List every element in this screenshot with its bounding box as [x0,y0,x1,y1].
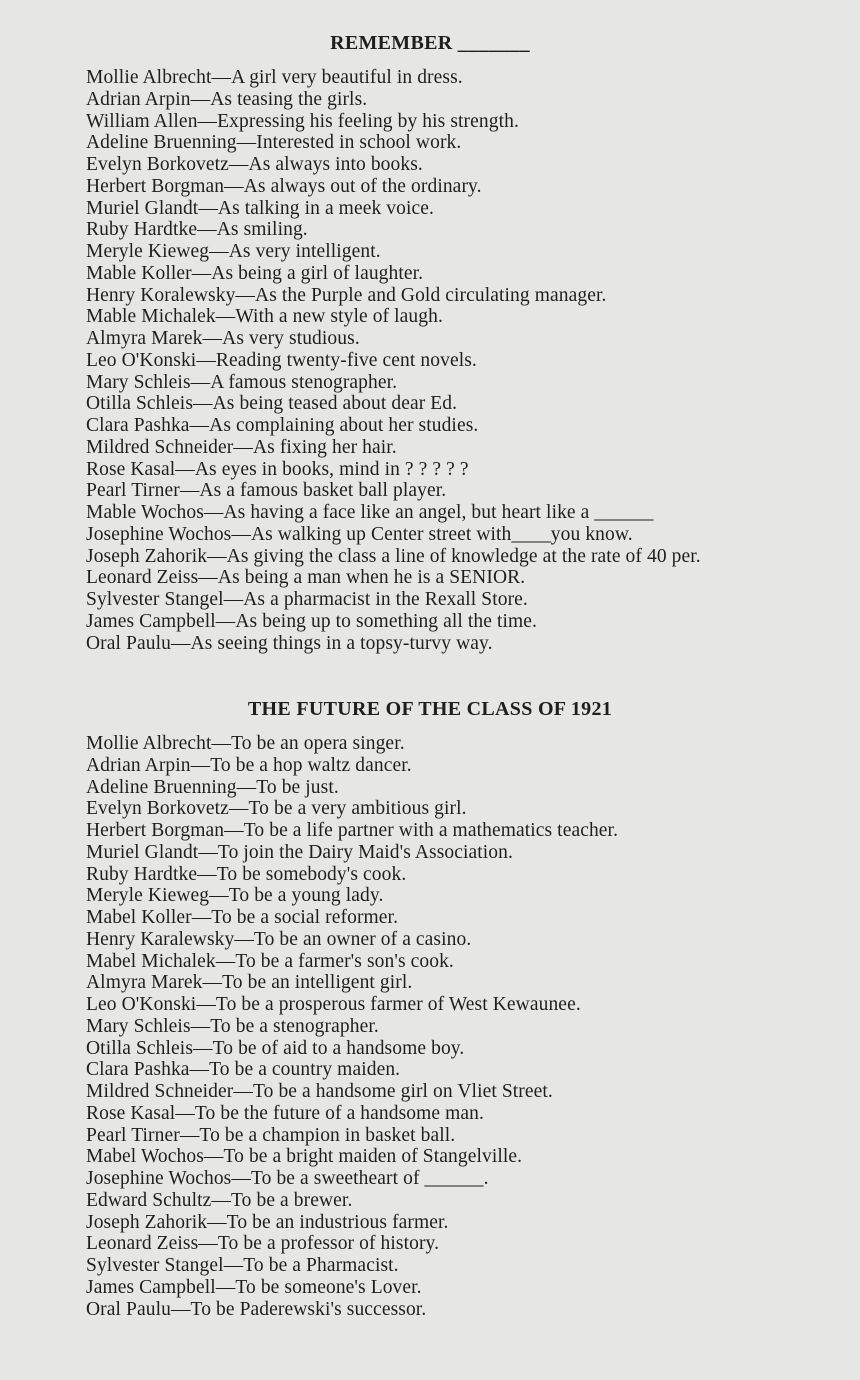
remember-line: Almyra Marek—As very studious. [86,328,360,349]
future-line: Mabel Michalek—To be a farmer's son's cook. [86,950,454,972]
remember-line: Henry Koralewsky—As the Purple and Gold circulating manager. [86,284,607,306]
future-heading: THE FUTURE OF THE CLASS OF 1921 [247,698,613,720]
remember-line: Leo O'Konski—Reading twenty-five cent novels. [86,349,477,371]
remember-line: Adeline Bruenning—Interested in school work. [86,132,462,154]
future-line: Adeline Bruenning—To be just. [86,776,339,798]
future-line: Josephine Wochos—To be a sweetheart of ______. [86,1168,489,1189]
remember-line: Mable Wochos—As having a face like an angel, but heart like a ______ [86,502,654,523]
remember-line: Meryle Kieweg—As very intelligent. [86,241,381,262]
future-line: Pearl Tirner—To be a champion in basket ball. [86,1124,456,1146]
future-line: Clara Pashka—To be a country maiden. [86,1059,401,1081]
remember-line: James Campbell—As being up to something all the time. [86,610,538,632]
future-line: Ruby Hardtke—To be somebody's cook. [86,863,407,885]
future-line: Mabel Wochos—To be a bright maiden of Stangelville. [86,1146,523,1168]
future-line: Mabel Koller—To be a social reformer. [86,907,399,928]
remember-line: Mary Schleis—A famous stenographer. [86,371,398,393]
future-line: Leonard Zeiss—To be a professor of history. [86,1233,440,1255]
remember-line: Joseph Zahorik—As giving the class a line of knowledge at the rate of 40 per. [86,545,701,567]
remember-line: Mable Koller—As being a girl of laughter. [86,262,424,284]
remember-line: William Allen—Expressing his feeling by his strength. [86,110,519,132]
future-line: Herbert Borgman—To be a life partner with a mathematics teacher. [86,820,619,841]
future-line: Mary Schleis—To be a stenographer. [86,1015,379,1037]
remember-line: Muriel Glandt—As talking in a meek voice. [86,197,434,219]
remember-heading: REMEMBER _______ [330,32,530,54]
remember-line: Ruby Hardtke—As smiling. [86,219,308,241]
remember-line: Herbert Borgman—As always out of the ordinary. [86,175,482,197]
remember-line: Sylvester Stangel—As a pharmacist in the Rexall Store. [86,589,528,610]
remember-line: Oral Paulu—As seeing things in a topsy-turvy way. [86,632,493,654]
future-line: Henry Karalewsky—To be an owner of a casino. [86,928,472,950]
future-line: Leo O'Konski—To be a prosperous farmer of West Kewaunee. [86,994,581,1015]
future-line: Muriel Glandt—To join the Dairy Maid's Association. [86,841,513,863]
remember-line: Mable Michalek—With a new style of laugh. [86,306,443,328]
remember-line: Otilla Schleis—As being teased about dear Ed. [86,393,458,415]
remember-line: Mildred Schneider—As fixing her hair. [86,436,397,458]
future-line: Sylvester Stangel—To be a Pharmacist. [86,1255,399,1276]
remember-list [86,67,826,654]
remember-line: Adrian Arpin—As teasing the girls. [86,88,368,110]
future-line: Almyra Marek—To be an intelligent girl. [86,972,413,994]
future-line: Mollie Albrecht—To be an opera singer. [86,733,405,754]
future-list [86,733,826,1320]
future-line: Joseph Zahorik—To be an industrious farmer. [86,1211,449,1233]
remember-line: Evelyn Borkovetz—As always into books. [86,154,423,175]
future-line: Meryle Kieweg—To be a young lady. [86,885,384,907]
future-line: Evelyn Borkovetz—To be a very ambitious girl. [86,798,467,820]
future-line: Adrian Arpin—To be a hop waltz dancer. [86,754,412,776]
future-line: Oral Paulu—To be Paderewski's successor. [86,1298,427,1320]
remember-line: Mollie Albrecht—A girl very beautiful in dress. [86,67,463,88]
remember-line: Josephine Wochos—As walking up Center street with____you know. [86,523,633,545]
future-line: Rose Kasal—To be the future of a handsome man. [86,1102,484,1124]
remember-line: Pearl Tirner—As a famous basket ball player. [86,480,447,502]
remember-line: Leonard Zeiss—As being a man when he is a SENIOR. [86,567,526,589]
remember-line: Clara Pashka—As complaining about her studies. [86,415,479,436]
future-line: Otilla Schleis—To be of aid to a handsome boy. [86,1037,465,1059]
remember-line: Rose Kasal—As eyes in books, mind in ? ? ? ? ? [86,458,469,480]
future-line: James Campbell—To be someone's Lover. [86,1276,422,1298]
future-line: Mildred Schneider—To be a handsome girl on Vliet Street. [86,1081,553,1102]
future-line: Edward Schultz—To be a brewer. [86,1189,353,1211]
